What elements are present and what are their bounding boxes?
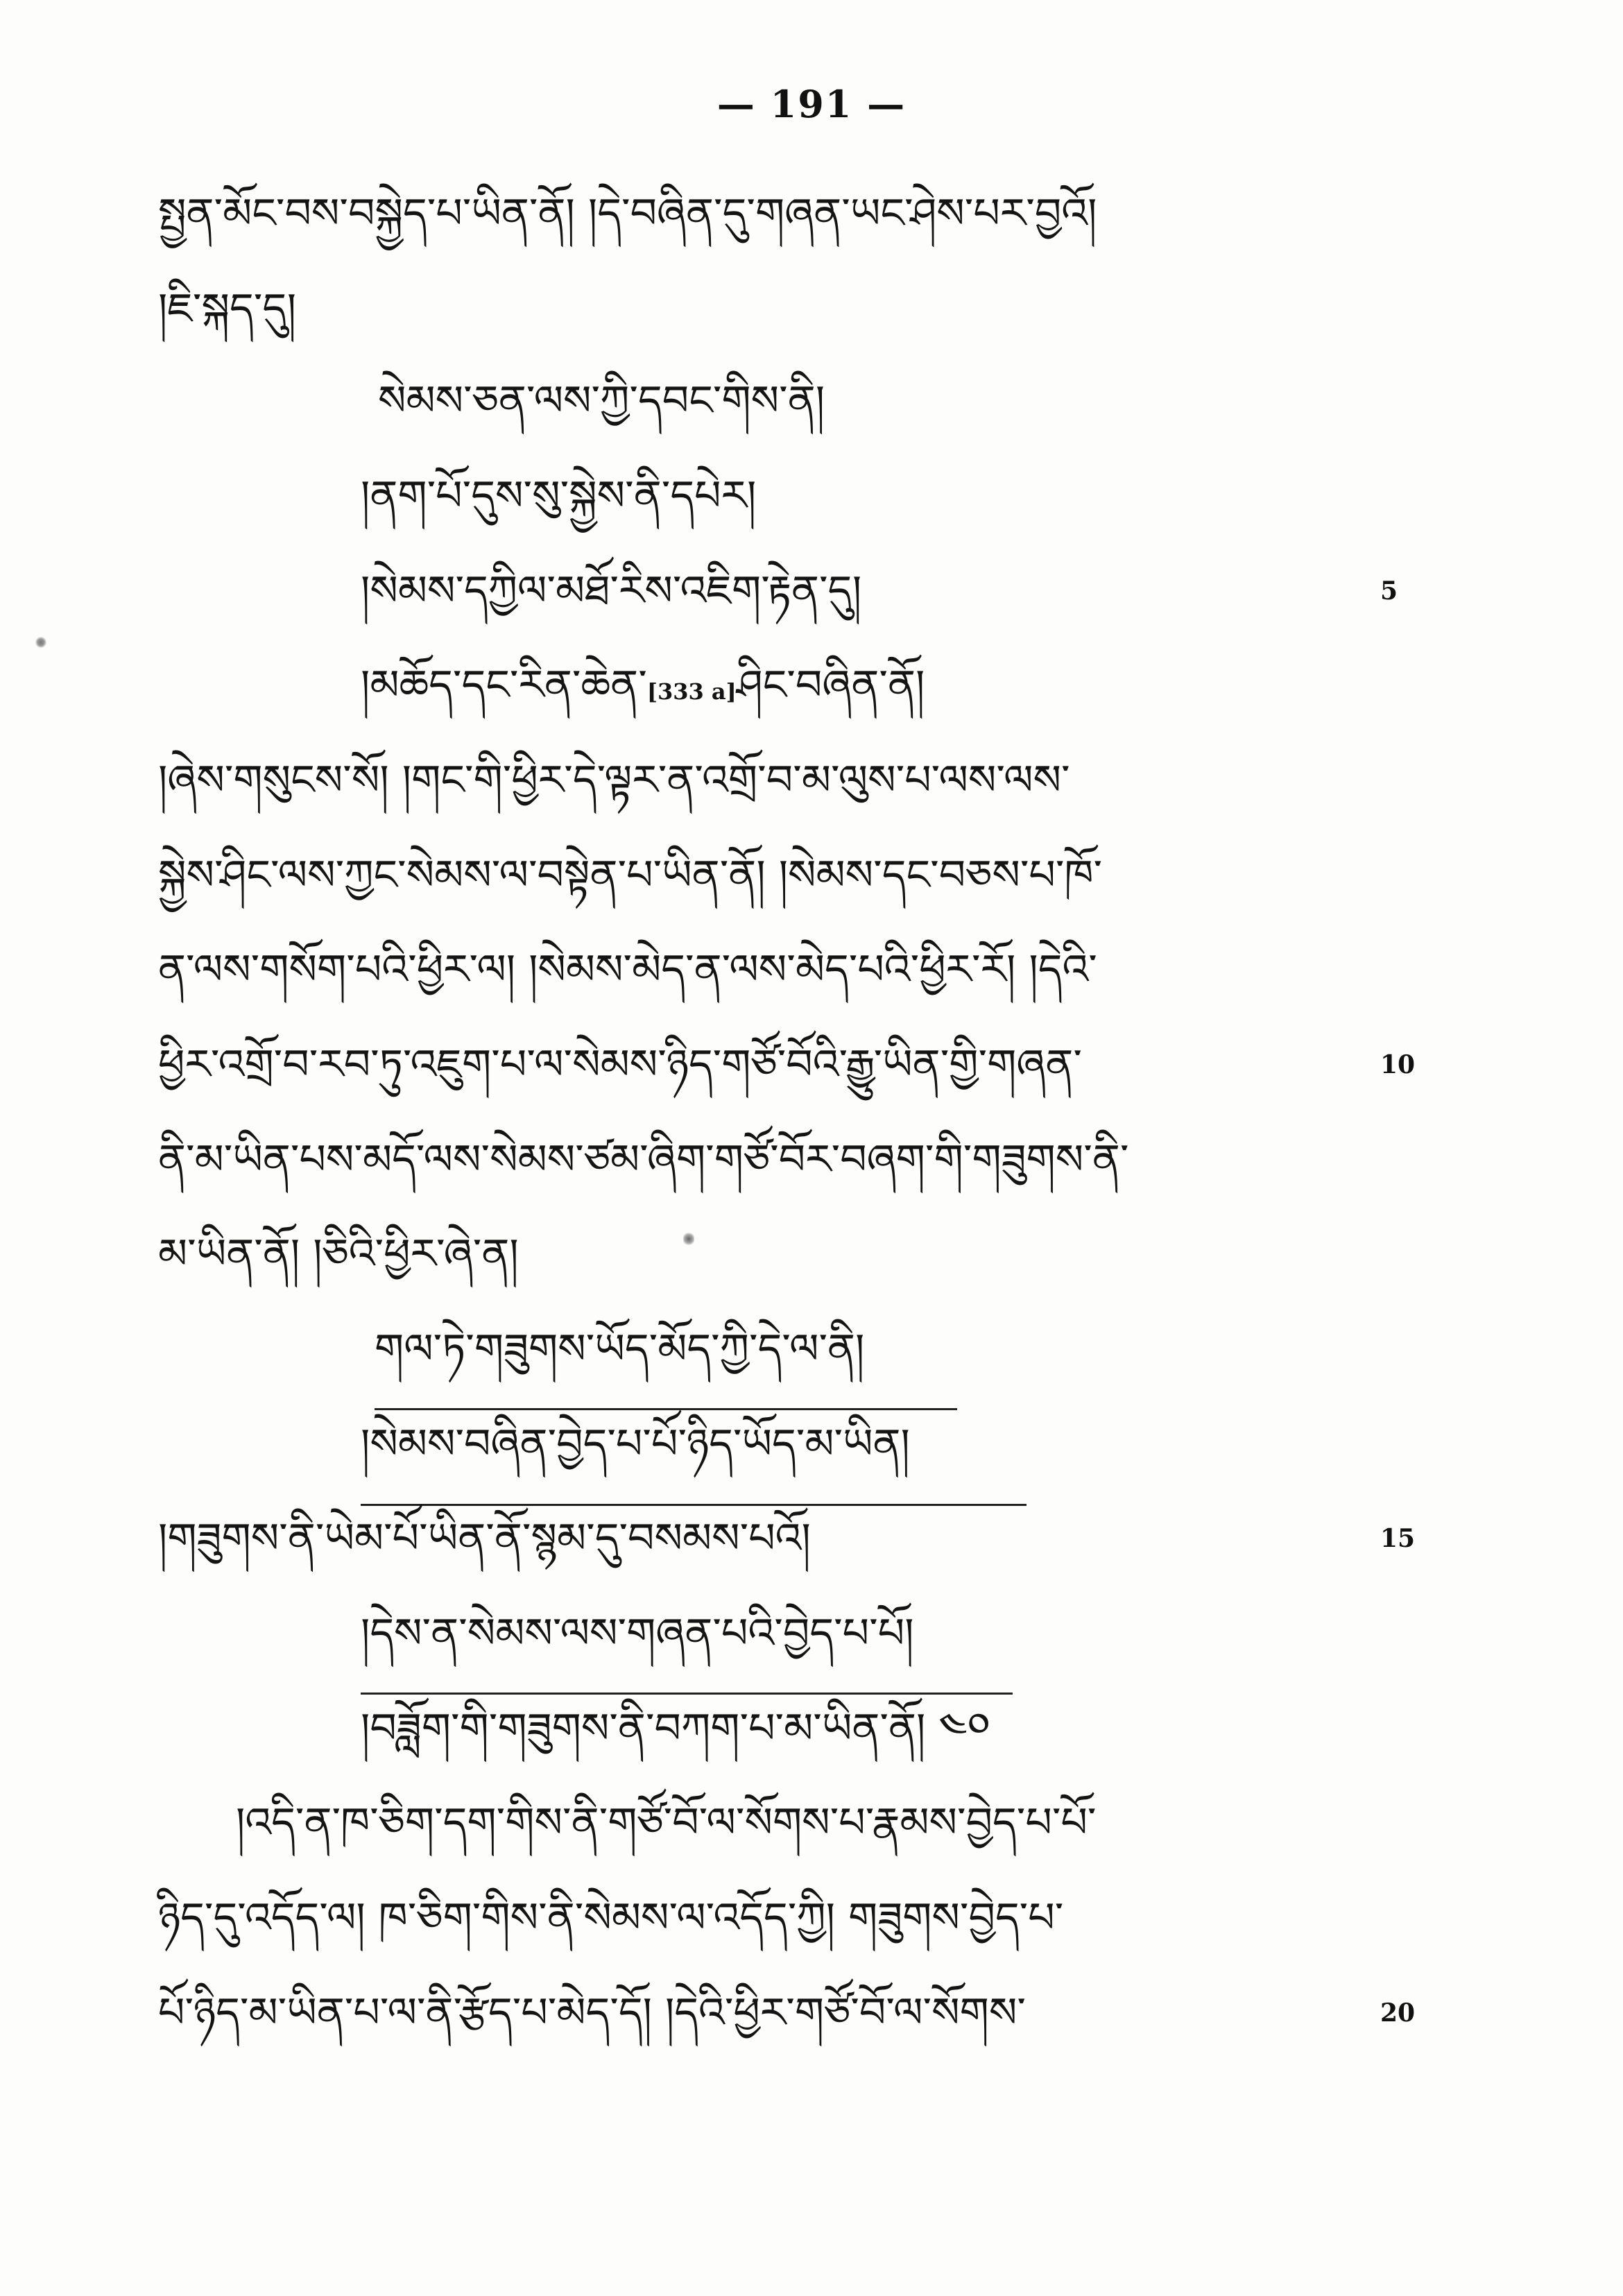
text-line-12: མ་ཡིན་ནོ། །ཅིའི་ཕྱིར་ཞེ་ན། — [158, 1230, 519, 1278]
page-number: — 191 — — [716, 82, 907, 126]
verse-line-17 — [361, 1701, 990, 1756]
text-line-11: ནི་མ་ཡིན་པས་མདོ་ལས་སེམས་ཙམ་ཞིག་གཙོ་བོར་བཞག་གི་གཟུགས་ནི་ — [158, 1136, 1129, 1184]
text-line-8: སྐྱེས་ཤིང་ལས་ཀྱང་སེམས་ལ་བསྟེན་པ་ཡིན་ནོ། །སེམས་དང་བཅས་པ་ཁོ་ — [158, 851, 1103, 900]
line-number-15: 15 — [1380, 1524, 1416, 1553]
text-line-19: ཉིད་དུ་འདོད་ལ། ཁ་ཅིག་གིས་ནི་སེམས་ལ་འདོད་ཀྱི། གཟུགས་བྱེད་པ་ — [158, 1894, 1064, 1942]
text-line-15: །གཟུགས་ནི་ཡེམ་པོ་ཡིན་ནོ་སྙམ་དུ་བསམས་པའོ། — [158, 1514, 811, 1563]
verse-line-6-end: ཤིང་བཞིན་ནོ། — [736, 661, 925, 710]
line-number-10: 10 — [1380, 1050, 1416, 1079]
text-line-20: པོ་ཉིད་མ་ཡིན་པ་ལ་ནི་རྩོད་པ་མེད་དོ། །དེའི་ཕྱིར་གཙོ་བོ་ལ་སོགས་ — [158, 1989, 1026, 2037]
line-number-5: 5 — [1380, 576, 1398, 606]
folio-marker: [333 a] — [646, 678, 737, 705]
verse-line-14: །སེམས་བཞིན་བྱེད་པ་པོ་ཉིད་ཡོད་མ་ཡིན། — [361, 1420, 910, 1468]
underline-rule — [361, 1504, 1027, 1506]
underline-rule — [361, 1693, 1013, 1695]
underline-rule — [375, 1408, 957, 1410]
ink-speck — [683, 1231, 694, 1246]
line-number-20: 20 — [1380, 1998, 1416, 2028]
text-line-2: །ཇི་སྐད་དུ། — [158, 284, 297, 333]
verse-line-17-text: །བཟློག་གི་གཟུགས་ནི་བཀག་པ་མ་ཡིན་ནོ། — [361, 1704, 926, 1753]
verse-line-3: སེམས་ཅན་ལས་ཀྱི་དབང་གིས་ནི། — [378, 377, 825, 425]
text-line-18: །འདི་ན་ཁ་ཅིག་དག་གིས་ནི་གཙོ་བོ་ལ་སོགས་པ་རྣམས་བྱེད་པ་པོ་ — [236, 1799, 1097, 1847]
verse-number: ༤༠ — [938, 1704, 990, 1753]
verse-line-5: །སེམས་དཀྱིལ་མཐོ་རིས་འཇིག་རྟེན་དུ། — [361, 567, 862, 615]
text-line-9: ན་ལས་གསོག་པའི་ཕྱིར་ལ། །སེམས་མེད་ན་ལས་མེད་པའི་ཕྱིར་རོ། །དེའི་ — [158, 945, 1097, 994]
ink-speck — [35, 637, 47, 648]
text-line-1: སྤྱན་མོང་བས་བསྐྱེད་པ་ཡིན་ནོ། །དེ་བཞིན་དུ་གཞན་ཡང་ཤེས་པར་བྱའོ། — [158, 189, 1097, 238]
verse-line-13: གལ་ཏེ་གཟུགས་ཡོད་མོད་ཀྱི་དེ་ལ་ནི། — [375, 1325, 865, 1373]
text-line-7: །ཞེས་གསུངས་སོ། །གང་གི་ཕྱིར་དེ་ལྟར་ན་འགྲོ་བ་མ་ལུས་པ་ལས་ལས་ — [158, 756, 1070, 805]
verse-line-16: །དེས་ན་སེམས་ལས་གཞན་པའི་བྱེད་པ་པོ། — [361, 1609, 914, 1658]
verse-line-6-start: །མཆོད་དང་རིན་ཆེན་ — [361, 661, 647, 710]
verse-line-4: །ནག་པོ་དུས་སུ་སྐྱེས་ནི་དཔེར། — [361, 472, 757, 520]
text-line-10: ཕྱིར་འགྲོ་བ་རབ་ཏུ་འཇུག་པ་ལ་སེམས་ཉིད་གཙོ་བོའི་རྒྱུ་ཡིན་གྱི་གཞན་ — [158, 1040, 1082, 1089]
verse-line-6 — [361, 658, 925, 719]
